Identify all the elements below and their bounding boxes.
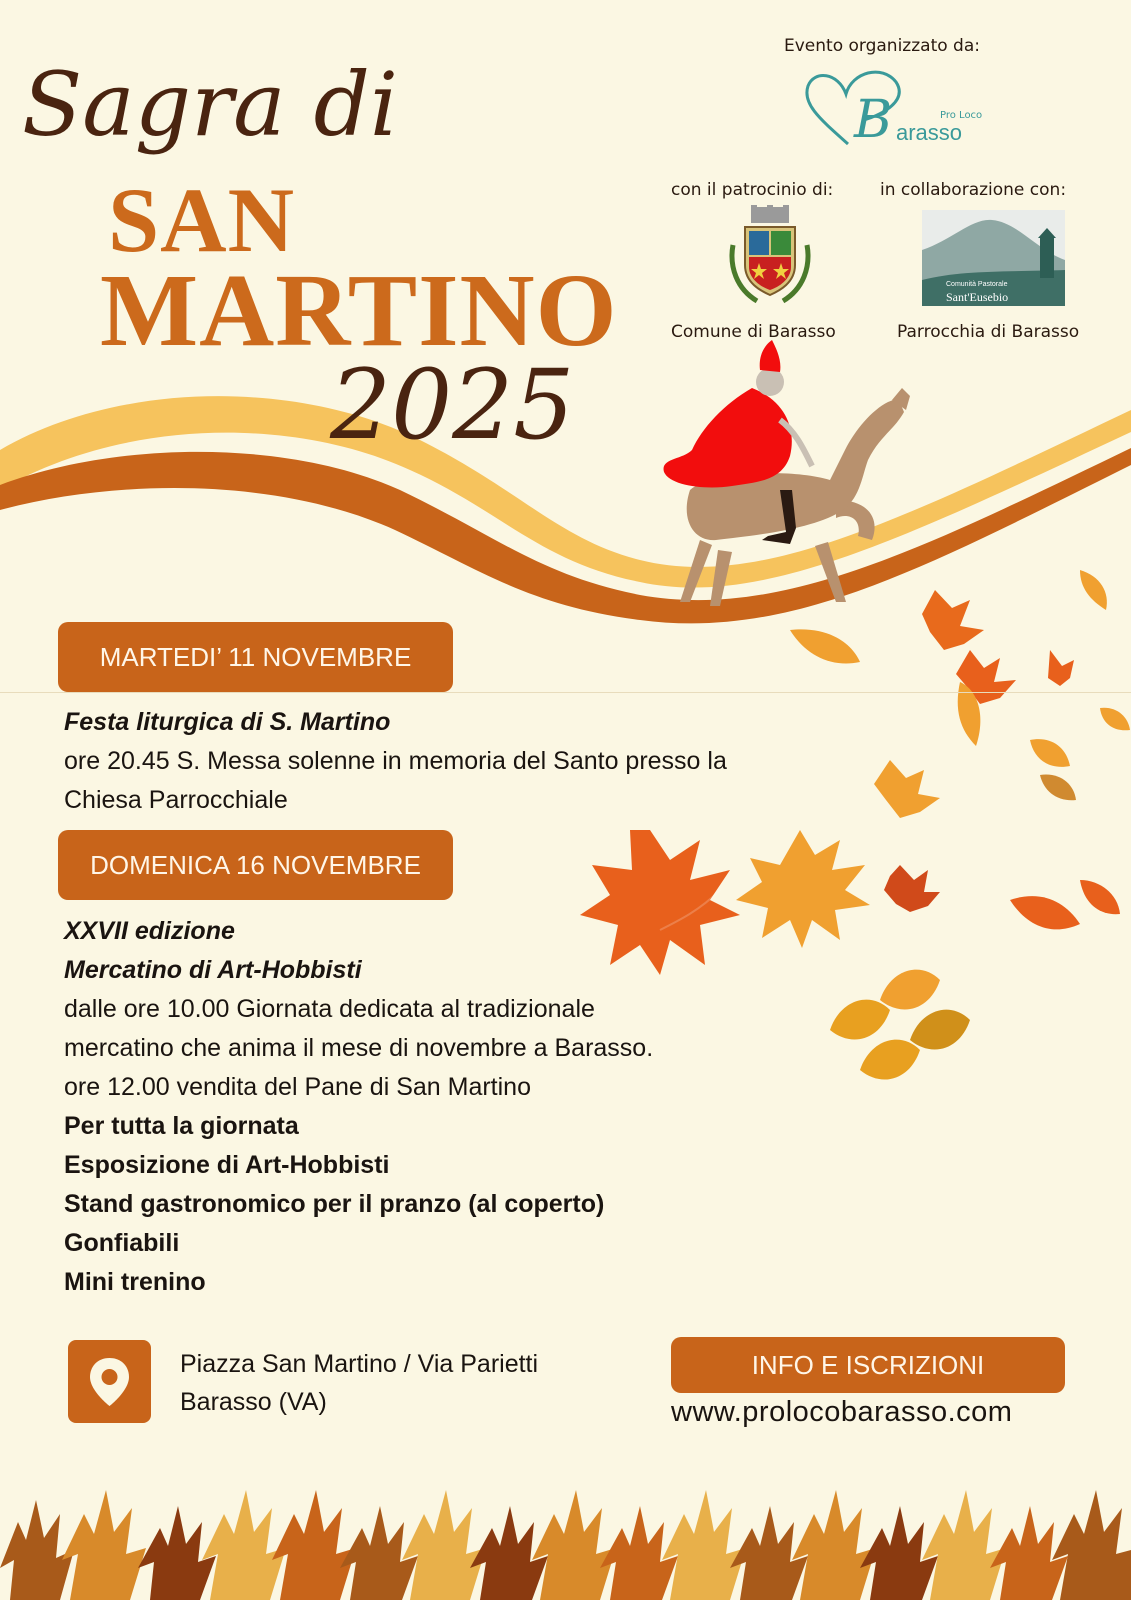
- section-1-line: Chiesa Parrocchiale: [64, 786, 288, 814]
- location-pin-icon: [68, 1340, 151, 1423]
- title-martino: MARTINO: [100, 253, 618, 368]
- organizer-label: Evento organizzato da:: [784, 36, 980, 56]
- website-link[interactable]: www.prolocobarasso.com: [671, 1396, 1013, 1428]
- location-pin-badge: [68, 1340, 151, 1423]
- coat-of-arms-icon: [727, 205, 813, 309]
- parish-logo-line1: Comunità Pastorale: [946, 281, 1008, 288]
- proloco-logo-initial: B: [854, 90, 893, 150]
- section-2-line: ore 12.00 vendita del Pane di San Martino: [64, 1073, 531, 1101]
- section-2-bold-line: Stand gastronomico per il pranzo (al coperto): [64, 1190, 605, 1218]
- section-2-line: mercatino che anima il mese di novembre a Barasso.: [64, 1034, 654, 1062]
- parish-logo-line2: Sant'Eusebio: [946, 290, 1009, 304]
- section-1-title: Festa liturgica di S. Martino: [64, 708, 391, 736]
- title-san: SAN: [108, 169, 296, 271]
- comune-label: Comune di Barasso: [671, 322, 836, 342]
- divider-line: [0, 692, 1131, 693]
- title-year: 2025: [330, 349, 575, 461]
- section-2-bold-line: Gonfiabili: [64, 1229, 180, 1257]
- market-title: Mercatino di Art-Hobbisti: [64, 956, 362, 984]
- info-button[interactable]: INFO E ISCRIZIONI: [671, 1337, 1065, 1393]
- section-2-body: [64, 912, 864, 1302]
- date-badge-tuesday: MARTEDI’ 11 NOVEMBRE: [58, 622, 453, 692]
- edition-title: XXVII edizione: [64, 917, 235, 945]
- address-line2: Barasso (VA): [180, 1388, 327, 1416]
- proloco-logo: [800, 64, 990, 156]
- title-script: Sagra di: [22, 53, 399, 156]
- parish-logo: [922, 210, 1065, 306]
- section-2-bold-line: Esposizione di Art-Hobbisti: [64, 1151, 390, 1179]
- section-1-body: [64, 703, 864, 820]
- section-2-line: dalle ore 10.00 Giornata dedicata al tradizionale: [64, 995, 595, 1023]
- section-2-bold-line: Mini trenino: [64, 1268, 206, 1296]
- address-line1: Piazza San Martino / Via Parietti: [180, 1350, 539, 1378]
- address: [180, 1345, 538, 1421]
- parrocchia-label: Parrocchia di Barasso: [897, 322, 1080, 342]
- bottom-leaf-border: [0, 1450, 1131, 1600]
- section-2-bold-line: Per tutta la giornata: [64, 1112, 299, 1140]
- patronage-label: con il patrocinio di:: [671, 180, 834, 200]
- proloco-logo-small: Pro Loco: [940, 110, 983, 121]
- section-1-line: ore 20.45 S. Messa solenne in memoria del Santo presso la: [64, 747, 727, 775]
- date-badge-sunday: DOMENICA 16 NOVEMBRE: [58, 830, 453, 900]
- collaboration-label: in collaborazione con:: [880, 180, 1067, 200]
- proloco-logo-name: arasso: [896, 120, 963, 145]
